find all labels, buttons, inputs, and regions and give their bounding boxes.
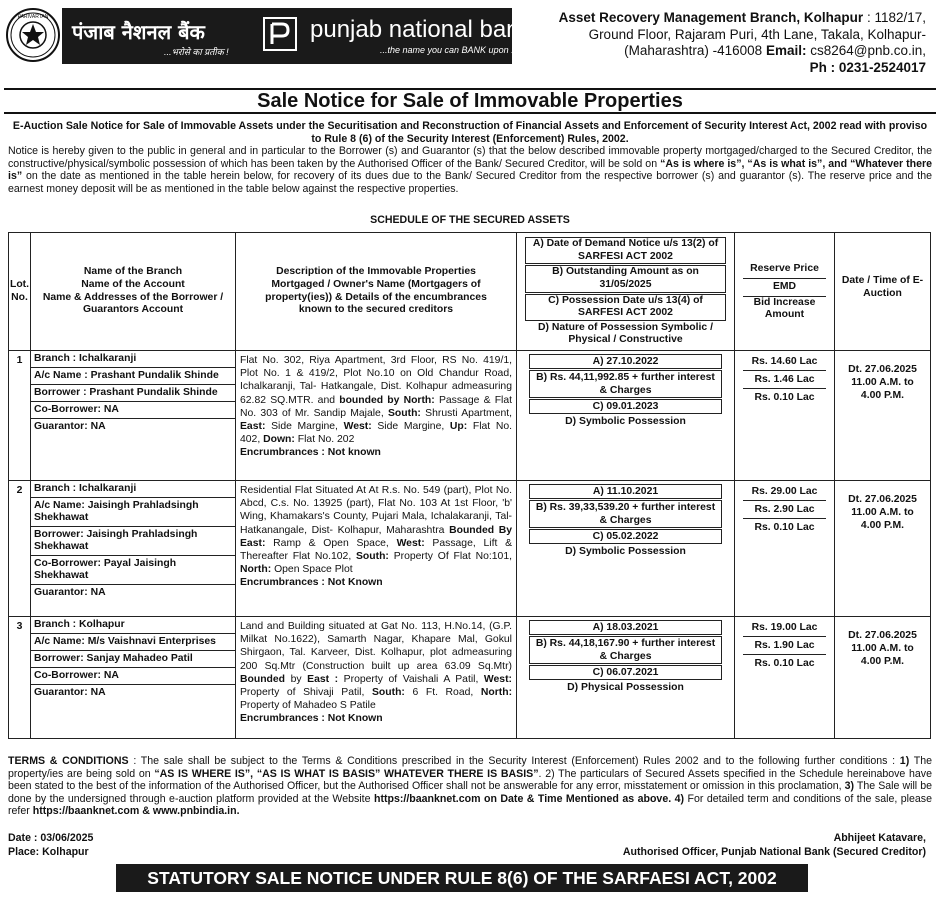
- bank-seal-icon: [6, 8, 60, 62]
- encumbrance: Encrumbrances : Not known: [240, 447, 381, 459]
- emd: Rs. 1.90 Lac: [743, 637, 826, 655]
- th-auction: Date / Time of E-Auction: [835, 233, 931, 351]
- page-title: Sale Notice for Sale of Immovable Properties: [4, 88, 936, 114]
- terms-text: : The sale shall be subject to the Terms & Conditions prescribed in the Security Interest (Enforcement) Rules 2002 and to the following further conditions :: [133, 755, 896, 767]
- header: [0, 0, 940, 88]
- bank-tagline-hindi: ...भरोसे का प्रतीक !: [164, 47, 229, 57]
- branch-cell: [31, 617, 236, 739]
- desc-text: Passage, Lift & Thereafter Flat No.102,: [240, 537, 513, 563]
- desc-bold: Bounded By East:: [240, 524, 513, 549]
- branch-name: Branch : Ichalkaranji: [31, 481, 235, 498]
- auction-end: 4.00 P.M.: [860, 520, 905, 531]
- reserve-price: Rs. 29.00 Lac: [743, 483, 826, 501]
- desc-text: Passage & Flat No. 303 of Mr. Sandip Majale,: [240, 394, 513, 419]
- account-name: A/c Name: Jaisingh Prahladsingh Shekhawat: [31, 498, 235, 527]
- phone: 0231-2524017: [838, 59, 926, 75]
- guarantor: Guarantor: NA: [34, 687, 106, 698]
- property-description: [236, 481, 517, 617]
- emd: Rs. 1.46 Lac: [743, 371, 826, 389]
- auction-date: Dt. 27.06.2025: [848, 494, 917, 505]
- auction-end: 4.00 P.M.: [860, 390, 905, 401]
- desc-text: Residential Flat Situated At At R.s. No. 549 (part), Plot No. Abcd, C.s. No. 13925 (part), Flat No. 103 At 1st Floor, 'b' Wing, Khamakars's County, Pujari Mala, Ichalakaranji, Tal- Hatkanangale, Dist- Kolhapur, Maharashtra: [240, 485, 512, 536]
- reserve-price: Rs. 14.60 Lac: [743, 353, 826, 371]
- desc-text: Flat No. 402,: [240, 421, 513, 446]
- possession-date: C) 09.01.2023: [529, 399, 722, 414]
- property-description: [236, 617, 517, 739]
- desc-bold: South:: [371, 687, 405, 699]
- th-branch: [31, 233, 236, 351]
- terms-label: TERMS & CONDITIONS: [8, 755, 129, 767]
- reserve-cell: [735, 351, 835, 481]
- desc-text: 6 Ft. Road,: [412, 687, 474, 699]
- desc-bold: West:: [343, 421, 372, 433]
- borrower-name: Borrower: Jaisingh Prahladsingh Shekhawat: [31, 527, 235, 556]
- auction-website-link[interactable]: https://baanknet.com on Date & Time Mentioned as above.: [373, 792, 672, 805]
- th-dates-b: B) Outstanding Amount as on 31/05/2025: [525, 265, 726, 292]
- table-row: [9, 481, 931, 617]
- intro-quote: “As is where is”, “As is what is”, and “Whatever there is”: [8, 157, 932, 183]
- th-branch-2: Name of the Account: [81, 278, 185, 290]
- auction-date: Dt. 27.06.2025: [848, 630, 917, 641]
- email-label: Email:: [765, 43, 807, 58]
- notice-date: Date : 03/06/2025: [8, 832, 94, 844]
- th-description: Description of the Immovable Properties Mortgaged / Owner's Name (Mortgagers of property(ies)) & Details of the encumbrances known to the secured creditors: [236, 233, 517, 351]
- possession-type: D) Symbolic Possession: [565, 416, 686, 427]
- bank-name-hindi: पंजाब नैशनल बैंक: [72, 20, 205, 44]
- desc-text: Shrusti Apartment,: [425, 407, 513, 419]
- desc-text: Property of Mahadeo S Patile: [240, 700, 376, 712]
- desc-bold: South:: [388, 407, 421, 419]
- dates-cell: [517, 617, 735, 739]
- demand-notice-date: A) 27.10.2022: [529, 354, 722, 369]
- desc-text: Property of Vaishali A Patil,: [343, 673, 479, 685]
- auction-cell: [835, 351, 931, 481]
- th-dates-a: A) Date of Demand Notice u/s 13(2) of SARFESI ACT 2002: [525, 237, 726, 264]
- desc-bold: North:: [480, 687, 513, 699]
- th-dates-c: C) Possession Date u/s 13(4) of SARFESI ACT 2002: [525, 294, 726, 321]
- schedule-title: SCHEDULE OF THE SECURED ASSETS: [370, 214, 570, 226]
- intro-heading: E-Auction Sale Notice for Sale of Immovable Assets under the Securitisation and Reconstruction of Financial Assets and Enforcement of Security Interest Act, 2002 read with proviso to Rule 8 (6) of the Security Interest (Enforcement) Rules, 2002.: [12, 120, 928, 145]
- desc-bold: South:: [356, 551, 389, 563]
- desc-bold: East :: [307, 673, 339, 685]
- lot-number: 2: [9, 481, 31, 617]
- desc-text: Open Space Plot: [274, 564, 353, 576]
- terms-num: 4): [674, 792, 685, 805]
- terms-text: For detailed term and conditions of the sale, please refer: [8, 792, 932, 818]
- co-borrower: Co-Borrower: Payal Jaisingh Shekhawat: [31, 556, 235, 585]
- lot-number: 1: [9, 351, 31, 481]
- bid-increase: Rs. 0.10 Lac: [754, 658, 815, 669]
- officer-designation: Authorised Officer, Punjab National Bank (Secured Creditor): [622, 846, 926, 858]
- desc-text: Ramp & Open Space,: [273, 537, 389, 549]
- auction-start: 11.00 A.M. to: [851, 643, 914, 654]
- outstanding-amount: B) Rs. 44,11,992.85 + further interest & Charges: [529, 370, 722, 398]
- th-reserve: [735, 233, 835, 351]
- table-row: [9, 351, 931, 481]
- dates-cell: [517, 351, 735, 481]
- reserve-cell: [735, 617, 835, 739]
- auction-cell: [835, 617, 931, 739]
- branch-name: Branch : Ichalkaranji: [31, 351, 235, 368]
- auction-start: 11.00 A.M. to: [851, 507, 914, 518]
- desc-text: Side Margine,: [377, 421, 445, 433]
- desc-text: Side Margine,: [271, 421, 338, 433]
- th-branch-3: Name & Addresses of the Borrower / Guarantors Account: [42, 291, 224, 316]
- terms-text: The property/ies are being sold on: [8, 755, 932, 780]
- table-header-row: [9, 233, 931, 351]
- bank-website-link[interactable]: https://baanknet.com & www.pnbindia.in.: [32, 805, 240, 818]
- terms-num: 1): [899, 755, 910, 767]
- auction-cell: [835, 481, 931, 617]
- auction-date: Dt. 27.06.2025: [848, 364, 917, 375]
- desc-text: Land and Building situated at Gat No. 113, H.No.14, (G.P. Milkat No.1622), Samarth Nagar, Khapare Mal, Gokul Shirgaon, Tal. Karveer, Dist. Kolhapur, plot admeasuring 200 Sq.Mtr (Construction built up area 63.09 Sq.Mtr): [240, 621, 512, 672]
- co-borrower: Co-Borrower: NA: [31, 402, 235, 419]
- branch-cell: [31, 351, 236, 481]
- bank-name-english: punjab national bank: [310, 16, 532, 43]
- reserve-price: Rs. 19.00 Lac: [743, 619, 826, 637]
- assets-table: [8, 232, 931, 739]
- encumbrance: Encrumbrances : Not Known: [240, 577, 383, 589]
- demand-notice-date: A) 18.03.2021: [529, 620, 722, 635]
- outstanding-amount: B) Rs. 39,33,539.20 + further interest & Charges: [529, 500, 722, 528]
- intro-p2: on the date as mentioned in the table herein below, for recovery of its dues due to the Bank/ Secured Creditor from the respective borrower (s) and guarantor (s). The reserve price and the earnest money deposit will be as mentioned in the table below against the respective properties.: [8, 170, 932, 195]
- intro-p1: Notice is hereby given to the public in general and in particular to the Borrower (s) and Guarantor (s) that the below described immovable property mortgaged/charged to the Secured Creditor, the constructive/physical/symbolic possession of which has been taken by the Authorised Officer of the Bank/ Secured Creditor, will be sold on: [8, 145, 932, 170]
- dates-cell: [517, 481, 735, 617]
- possession-date: C) 05.02.2022: [529, 529, 722, 544]
- branch-name: Branch : Kolhapur: [31, 617, 235, 634]
- th-dates-d: D) Nature of Possession Symbolic / Physical / Constructive: [538, 321, 713, 346]
- branch-label: Asset Recovery Management Branch, Kolhapur: [558, 10, 864, 25]
- th-bid-increase: Bid Increase Amount: [753, 296, 816, 321]
- lot-number: 3: [9, 617, 31, 739]
- officer-name: Abhijeet Katavare,: [833, 832, 926, 844]
- possession-type: D) Physical Possession: [567, 682, 684, 693]
- desc-bold: bounded by North:: [339, 394, 435, 406]
- notice-date-place: [8, 831, 93, 859]
- borrower-name: Borrower : Prashant Pundalik Shinde: [31, 385, 235, 402]
- desc-bold: Down:: [263, 434, 295, 446]
- bid-increase: Rs. 0.10 Lac: [754, 392, 815, 403]
- reserve-cell: [735, 481, 835, 617]
- th-lot: Lot. No.: [9, 233, 31, 351]
- desc-text: Flat No. 302, Riya Apartment, 3rd Floor, RS No. 419/1, Plot No. 1 & 419/2, Plot No.10 on Old Chandur Road, Ichalkaranji, Tal- Hatkangale, Dist. Kolhapur admeasuring 62.82 SQ.MTR. and: [240, 355, 512, 406]
- phone-label: Ph :: [809, 59, 836, 75]
- th-dates: [517, 233, 735, 351]
- pnb-logo-icon: [262, 16, 298, 52]
- branch-cell: [31, 481, 236, 617]
- th-reserve-price: Reserve Price: [743, 261, 826, 279]
- guarantor: Guarantor: NA: [34, 421, 106, 432]
- address-text: : 1182/17, Ground Floor, Rajaram Puri, 4th Lane, Takala, Kolhapur-(Maharashtra) -416008: [588, 10, 926, 58]
- bank-tagline-english: ...the name you can BANK upon !: [380, 45, 514, 55]
- auction-end: 4.00 P.M.: [860, 656, 905, 667]
- desc-bold: West:: [483, 673, 513, 685]
- intro-paragraph: [8, 145, 932, 195]
- property-description: [236, 351, 517, 481]
- possession-type: D) Symbolic Possession: [565, 546, 686, 557]
- outstanding-amount: B) Rs. 44,18,167.90 + further interest & Charges: [529, 636, 722, 664]
- desc-bold: East:: [240, 421, 266, 433]
- terms-quote: “AS IS WHERE IS”, “AS IS WHAT IS BASIS” WHATEVER THERE IS BASIS”: [154, 767, 539, 780]
- desc-text: Flat No. 202: [297, 434, 355, 446]
- desc-text: Property Of Flat No:101,: [393, 551, 512, 563]
- seal-text: PARIVARTAN: [17, 14, 49, 20]
- desc-bold: West:: [396, 537, 425, 549]
- desc-text: by: [290, 673, 302, 685]
- possession-date: C) 06.07.2021: [529, 665, 722, 680]
- emd: Rs. 2.90 Lac: [743, 501, 826, 519]
- desc-bold: Bounded: [240, 673, 286, 685]
- signature-block: [623, 831, 926, 859]
- branch-address: [514, 10, 926, 76]
- auction-start: 11.00 A.M. to: [851, 377, 914, 388]
- desc-text: Property of Shivaji Patil,: [240, 687, 365, 699]
- demand-notice-date: A) 11.10.2021: [529, 484, 722, 499]
- email[interactable]: cs8264@pnb.co.in,: [810, 43, 926, 58]
- desc-bold: Up:: [449, 421, 468, 433]
- terms-num: 3): [844, 780, 855, 793]
- borrower-name: Borrower: Sanjay Mahadeo Patil: [31, 651, 235, 668]
- notice-place: Place: Kolhapur: [8, 846, 89, 858]
- statutory-banner: STATUTORY SALE NOTICE UNDER RULE 8(6) OF THE SARFAESI ACT, 2002: [116, 864, 808, 892]
- th-branch-1: Name of the Branch: [83, 266, 183, 278]
- encumbrance: Encrumbrances : Not Known: [240, 713, 383, 725]
- table-row: [9, 617, 931, 739]
- guarantor: Guarantor: NA: [34, 587, 106, 598]
- terms-and-conditions: [8, 755, 932, 818]
- th-emd: EMD: [743, 279, 826, 297]
- bid-increase: Rs. 0.10 Lac: [754, 522, 815, 533]
- account-name: A/c Name: M/s Vaishnavi Enterprises: [31, 634, 235, 651]
- terms-text: The Sale will be done by the undersigned through e-auction platform provided at the Website: [8, 780, 932, 805]
- account-name: A/c Name : Prashant Pundalik Shinde: [31, 368, 235, 385]
- terms-text: . 2) The particulars of Secured Assets specified in the Schedule hereinabove have been stated to the best of the information of the Authorised Officer, but the Authorised Officer shall not be answerable for any error, misstatement or omission in this proclamation,: [8, 767, 932, 793]
- desc-bold: North:: [240, 564, 272, 576]
- co-borrower: Co-Borrower: NA: [31, 668, 235, 685]
- intro-section: [8, 120, 932, 196]
